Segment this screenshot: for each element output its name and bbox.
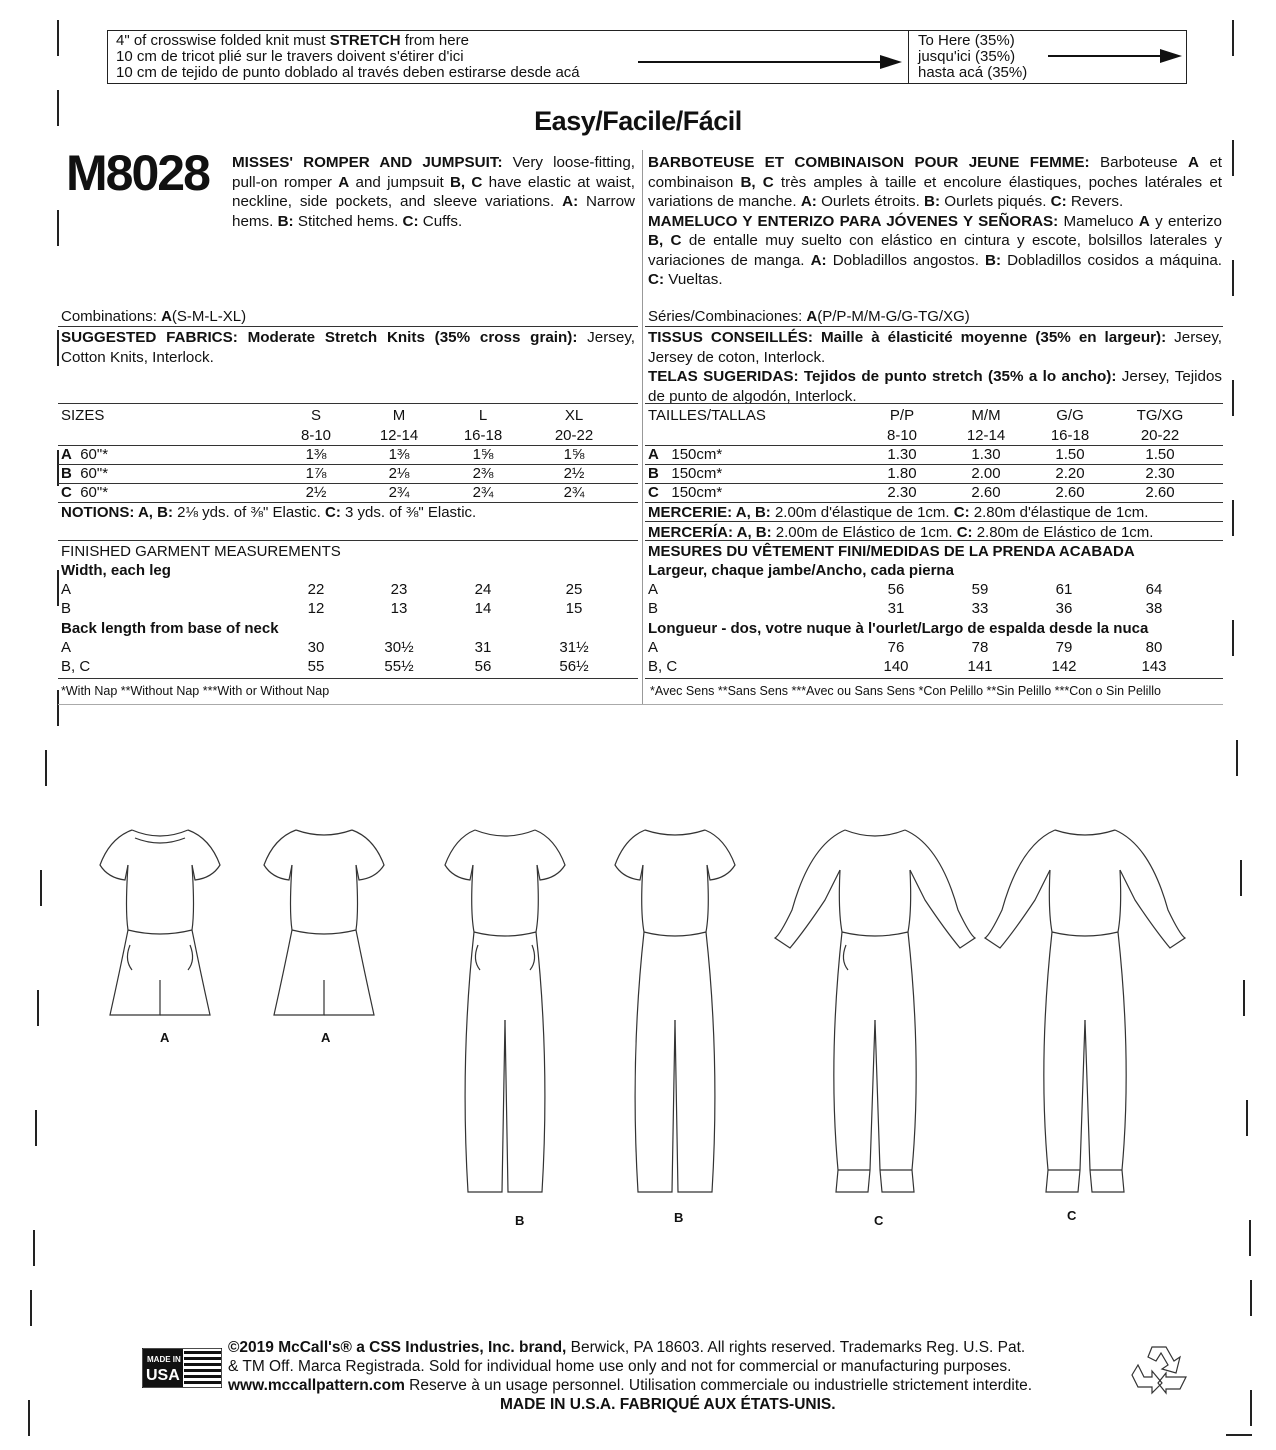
finished-title: MESURES DU VÊTEMENT FINI/MEDIDAS DE LA PRENDA ACABADA [648, 543, 1135, 560]
view-label: B [515, 1213, 525, 1228]
finished-title: FINISHED GARMENT MEASUREMENTS [61, 543, 341, 560]
rule-bottom [58, 704, 1223, 705]
view-label: A [160, 1030, 170, 1045]
rule-combinations-fr [645, 326, 1223, 327]
jumpsuit-c-back-illustration [980, 820, 1190, 1210]
meterage-cell: 2.00 [971, 465, 1001, 482]
copyright-line-1: ©2019 McCall's® a CSS Industries, Inc. brand, Berwick, PA 18603. All rights reserved. Trademarks Reg. U.S. Pat. [228, 1339, 1026, 1356]
measurement-cell: 38 [1145, 600, 1163, 617]
size-header: L [478, 407, 488, 424]
measurement-cell: 61 [1055, 581, 1073, 598]
table-row: A [61, 639, 72, 656]
width-label: Largeur, chaque jambe/Ancho, cada pierna [648, 562, 954, 579]
measurement-cell: 31½ [559, 639, 589, 656]
meterage-cell: 1.80 [887, 465, 917, 482]
measurement-cell: 142 [1051, 658, 1077, 675]
stretch-arrow-left-line [638, 61, 883, 63]
meterage-cell: 2.60 [1145, 484, 1175, 501]
yardage-cell: 1⅜ [305, 446, 327, 463]
table-row: B [648, 600, 659, 617]
measurement-cell: 22 [307, 581, 325, 598]
measurement-cell: 78 [971, 639, 989, 656]
size-range: 16-18 [463, 427, 503, 444]
yardage-cell: 1⅝ [563, 446, 585, 463]
description-fr: BARBOTEUSE ET COMBINAISON POUR JEUNE FEMME: Barboteuse A et combinaison B, C très amples à taille et encolure élastiques, poches latérales et variations de manche. A: Ourlets étroits. B: Ourlets piqués. C: Revers. [648, 154, 1222, 210]
table-row: A 150cm* [648, 446, 723, 463]
size-header: M/M [971, 407, 1001, 424]
stretch-arrow-right-line [1048, 55, 1163, 57]
yardage-cell: 2¾ [388, 484, 410, 501]
measurement-cell: 64 [1145, 581, 1163, 598]
yardage-cell: 1⅝ [472, 446, 494, 463]
size-header: P/P [889, 407, 915, 424]
yardage-cell: 2½ [305, 484, 327, 501]
meterage-cell: 1.50 [1145, 446, 1175, 463]
view-label: A [321, 1030, 331, 1045]
table-row: B, C [648, 658, 678, 675]
meterage-cell: 1.50 [1055, 446, 1085, 463]
yardage-cell: 2¾ [563, 484, 585, 501]
table-row: A 60"* [61, 446, 109, 463]
meterage-cell: 2.30 [887, 484, 917, 501]
notions-en: NOTIONS: A, B: 2⅛ yds. of ⅜" Elastic. C: 3 yds. of ⅜" Elastic. [61, 504, 477, 521]
measurement-cell: 14 [474, 600, 492, 617]
meterage-cell: 1.30 [971, 446, 1001, 463]
meterage-cell: 2.60 [1055, 484, 1085, 501]
romper-a-back-illustration [244, 820, 404, 1030]
measurement-cell: 55 [307, 658, 325, 675]
measurement-cell: 15 [565, 600, 583, 617]
size-header: M [392, 407, 406, 424]
table-row: A [61, 581, 72, 598]
measurement-cell: 25 [565, 581, 583, 598]
view-label: C [874, 1213, 884, 1228]
measurement-cell: 56 [887, 581, 905, 598]
made-in-usa-flag-icon [142, 1348, 222, 1388]
table-row: B 60"* [61, 465, 109, 482]
rule-finished-en [58, 678, 638, 679]
width-label: Width, each leg [61, 562, 171, 579]
column-divider [642, 150, 643, 705]
stretch-to-text: To Here (35%) jusqu'ici (35%) hasta acá (35%) [918, 32, 1028, 81]
length-label: Back length from base of neck [61, 620, 279, 637]
size-range: 20-22 [554, 427, 594, 444]
notions-es: MERCERÍA: A, B: 2.00m de Elástico de 1cm. C: 2.80m de Elástico de 1cm. [648, 524, 1154, 541]
rule-notions-fr-mid [645, 521, 1223, 522]
nap-legend-en: *With Nap **Without Nap ***With or Without Nap [61, 684, 330, 698]
rule-finished-fr [645, 678, 1223, 679]
yardage-cell: 2⅜ [472, 465, 494, 482]
measurement-cell: 31 [887, 600, 905, 617]
romper-a-front-illustration [80, 820, 240, 1030]
fabrics-en: SUGGESTED FABRICS: Moderate Stretch Knits (35% cross grain): Jersey, Cotton Knits, Interlock. [61, 329, 636, 366]
rule-fabrics-fr [645, 403, 1223, 404]
notions-fr: MERCERIE: A, B: 2.00m d'élastique de 1cm. C: 2.80m d'élastique de 1cm. [648, 504, 1149, 521]
measurement-cell: 23 [390, 581, 408, 598]
meterage-cell: 1.30 [887, 446, 917, 463]
table-row: C 60"* [61, 484, 109, 501]
table-row: C 150cm* [648, 484, 723, 501]
arrow-right-icon [1160, 49, 1182, 63]
rule-notions-en [58, 540, 638, 541]
measurement-cell: 30½ [384, 639, 414, 656]
table-row: A [648, 581, 659, 598]
table-row: B 150cm* [648, 465, 723, 482]
size-range: 16-18 [1050, 427, 1090, 444]
measurement-cell: 76 [887, 639, 905, 656]
fabrics-fr-es: TISSUS CONSEILLÉS: Maille à élasticité moyenne (35% en largeur): Jersey, Jersey de coton, Interlock. TELAS SUGERIDAS: Tejidos de punto stretch (35% a lo ancho): Jersey, Tejidos de punto de algodón, Interlock. [648, 329, 1223, 405]
measurement-cell: 12 [307, 600, 325, 617]
combinations-fr: Séries/Combinaciones: A(P/P-M/M-G/G-TG/XG) [648, 308, 970, 325]
size-header: TG/XG [1136, 407, 1184, 424]
length-label: Longueur - dos, votre nuque à l'ourlet/Largo de espalda desde la nuca [648, 620, 1149, 637]
yardage-cell: 1⅞ [305, 465, 327, 482]
arrow-right-icon [880, 55, 902, 69]
measurement-cell: 33 [971, 600, 989, 617]
meterage-cell: 2.20 [1055, 465, 1085, 482]
rule-combinations-en [58, 326, 638, 327]
combinations-en: Combinations: A(S-M-L-XL) [61, 308, 247, 325]
nap-legend-fr: *Avec Sens **Sans Sens ***Avec ou Sans Sens *Con Pelillo **Sin Pelillo ***Con o Sin Pelillo [650, 684, 1161, 698]
measurement-cell: 56½ [559, 658, 589, 675]
measurement-cell: 143 [1141, 658, 1167, 675]
yardage-cell: 2¾ [472, 484, 494, 501]
jumpsuit-b-front-illustration [430, 820, 580, 1210]
size-range: 8-10 [886, 427, 918, 444]
pattern-number: M8028 [66, 145, 209, 201]
measurement-cell: 24 [474, 581, 492, 598]
yardage-cell: 1⅜ [388, 446, 410, 463]
rule-notions-fr [645, 540, 1223, 541]
size-header: G/G [1056, 407, 1084, 424]
svg-text:USA: USA [146, 1367, 180, 1384]
jumpsuit-c-front-illustration [770, 820, 980, 1210]
stretch-divider [908, 31, 909, 83]
measurement-cell: 56 [474, 658, 492, 675]
meterage-cell: 2.30 [1145, 465, 1175, 482]
yardage-cell: 2⅛ [388, 465, 410, 482]
size-range: 12-14 [966, 427, 1006, 444]
sizes-label: TAILLES/TALLAS [648, 407, 766, 424]
measurement-cell: 13 [390, 600, 408, 617]
sizes-label: SIZES [61, 407, 105, 424]
measurement-cell: 140 [883, 658, 909, 675]
table-row: A [648, 639, 659, 656]
measurement-cell: 30 [307, 639, 325, 656]
size-range: 12-14 [379, 427, 419, 444]
stretch-from-text: 4" of crosswise folded knit must STRETCH from here 10 cm de tricot plié sur le travers doivent s'étirer d'ici 10 cm de tejido de punto doblado al través deben estirarse desde acá [116, 32, 580, 81]
size-header: XL [564, 407, 584, 424]
measurement-cell: 36 [1055, 600, 1073, 617]
description-es: MAMELUCO Y ENTERIZO PARA JÓVENES Y SEÑORAS: Mameluco A y enterizo B, C de entalle muy suelto con elástico en cintura y escote, bolsillos laterales y variaciones de manga. A: Dobladillos angostos. B: Dobladillos cosidos a máquina. C: Vueltas. [648, 212, 1223, 288]
view-label: C [1067, 1208, 1077, 1223]
copyright-line-3: www.mccallpattern.com Reserve à un usage personnel. Utilisation commerciale ou industrielle strictement interdite. [228, 1377, 1033, 1394]
description-fr-es [648, 153, 1222, 290]
stretch-gauge [107, 30, 1187, 84]
copyright-line-2: & TM Off. Marca Registrada. Sold for individual home use only and not for commercial or manufacturing purposes. [228, 1358, 1012, 1375]
measurement-cell: 79 [1055, 639, 1073, 656]
measurement-cell: 141 [967, 658, 993, 675]
rule-fabrics-en [58, 403, 638, 404]
size-range: 8-10 [300, 427, 332, 444]
svg-text:MADE IN: MADE IN [147, 1355, 181, 1364]
table-row: B, C [61, 658, 91, 675]
measurement-cell: 55½ [384, 658, 414, 675]
meterage-cell: 2.60 [971, 484, 1001, 501]
size-range: 20-22 [1140, 427, 1180, 444]
measurement-cell: 80 [1145, 639, 1163, 656]
table-row: B [61, 600, 72, 617]
made-in-usa-text: MADE IN U.S.A. FABRIQUÉ AUX ÉTATS-UNIS. [500, 1396, 836, 1413]
jumpsuit-b-back-illustration [600, 820, 750, 1210]
measurement-cell: 59 [971, 581, 989, 598]
yardage-cell: 2½ [563, 465, 585, 482]
size-header: S [310, 407, 321, 424]
description-en: MISSES' ROMPER AND JUMPSUIT: Very loose-fitting, pull-on romper A and jumpsuit B, C have elastic at waist, neckline, side pockets, and sleeve variations. A: Narrow hems. B: Stitched hems. C: Cuffs. [232, 154, 636, 230]
recycle-icon [1130, 1343, 1188, 1395]
view-label: B [674, 1210, 684, 1225]
measurement-cell: 31 [474, 639, 492, 656]
difficulty-heading: Easy/Facile/Fácil [534, 106, 742, 136]
